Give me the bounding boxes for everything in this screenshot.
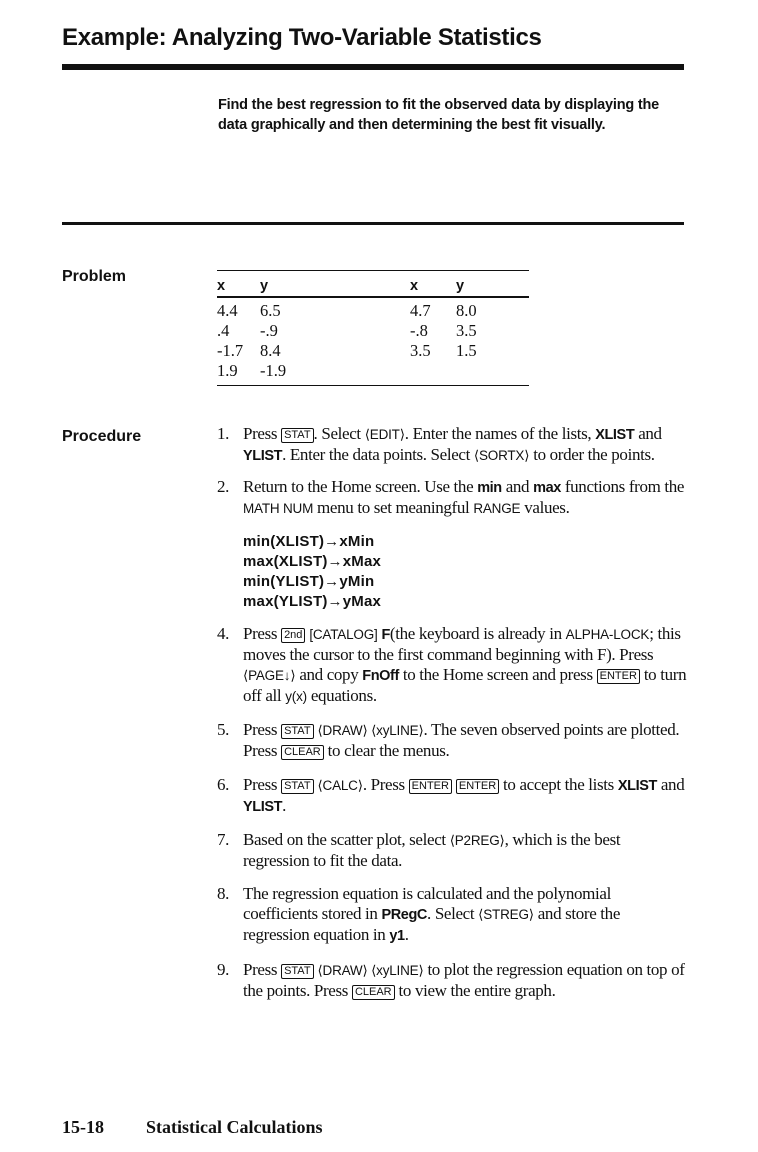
code-line: min(YLIST)→yMin [243, 573, 375, 590]
step-number: 7. [217, 830, 230, 849]
step-text: , which is the best regression to fit the data. [243, 830, 621, 870]
step-text: equations. [310, 686, 377, 705]
header-y2: y [456, 278, 465, 294]
var-xlist: XLIST [595, 427, 635, 443]
stat-key: STAT [281, 779, 313, 794]
data-table [217, 270, 529, 386]
cell: 1.9 [217, 361, 238, 380]
cell: -.8 [410, 321, 428, 340]
step-9 [217, 960, 689, 1001]
cell: 3.5 [410, 341, 431, 360]
menu-draw-xyline: ⟨DRAW⟩ ⟨xyLINE⟩ [317, 963, 424, 978]
clear-key: CLEAR [281, 745, 324, 760]
code-line: min(XLIST)→xMin [243, 533, 375, 550]
var-pregc: PRegC [381, 907, 428, 923]
cell: .4 [217, 321, 230, 340]
stat-key: STAT [281, 428, 313, 443]
enter-key: ENTER [456, 779, 499, 794]
step-text: to turn off all [243, 665, 687, 705]
step-number: 5. [217, 720, 230, 739]
header-x1: x [217, 278, 226, 294]
title-rule [62, 64, 684, 70]
code-block [243, 532, 689, 612]
step-text: The regression equation is calculated and the polynomial coefficients stored in [243, 884, 611, 923]
cmd-fnoff: FnOff [362, 668, 399, 684]
menu-range: RANGE [473, 501, 521, 516]
cell: -.9 [260, 321, 278, 340]
problem-label: Problem [62, 268, 127, 285]
menu-calc: ⟨CALC⟩ [317, 778, 363, 793]
step-2 [217, 477, 689, 519]
step-text: . Enter the data points. Select [282, 445, 470, 464]
step-text: menu to set meaningful [317, 498, 470, 517]
step-text: . Press [362, 775, 405, 794]
menu-math-num: MATH NUM [243, 501, 314, 516]
stat-key: STAT [281, 724, 313, 739]
menu-draw-xyline: ⟨DRAW⟩ ⟨xyLINE⟩ [317, 723, 424, 738]
step-text: Press [243, 424, 278, 443]
step-text: (the keyboard is already in [389, 624, 562, 643]
header-y1: y [260, 278, 269, 294]
alpha-lock: ALPHA-LOCK [565, 627, 650, 642]
step-text: to the Home screen and press [402, 665, 593, 684]
var-y1: y1 [389, 928, 405, 944]
clear-key: CLEAR [352, 985, 395, 1000]
step-text: Based on the scatter plot, select [243, 830, 446, 849]
step-text: functions from the [564, 477, 685, 496]
cell: 4.7 [410, 301, 431, 320]
step-text: and store the regression equation in [243, 904, 621, 944]
table-row [217, 341, 529, 361]
menu-edit: ⟨EDIT⟩ [364, 427, 405, 442]
procedure-steps [217, 424, 689, 1001]
step-text: to view the entire graph. [398, 981, 556, 1000]
letter-f: F [381, 627, 390, 643]
cell [456, 361, 529, 386]
menu-page-down: ⟨PAGE↓⟩ [243, 668, 296, 683]
step-text: to order the points. [533, 445, 655, 464]
step-8 [217, 884, 689, 946]
header-x2: x [410, 278, 419, 294]
table-row [217, 297, 529, 321]
step-text: Press [243, 775, 278, 794]
step-number: 2. [217, 477, 230, 496]
yx-label: y(x) [285, 689, 307, 704]
enter-key: ENTER [597, 669, 640, 684]
step-number: 1. [217, 424, 230, 443]
2nd-key: 2nd [281, 628, 305, 643]
cell: 1.5 [456, 341, 477, 360]
step-text: values. [524, 498, 570, 517]
step-number: 6. [217, 775, 230, 794]
step-text: . Select [427, 904, 475, 923]
footer-page-number: 15-18 [62, 1117, 104, 1137]
fn-min: min [477, 480, 502, 496]
step-text: and [660, 775, 685, 794]
step-number: 4. [217, 624, 230, 643]
var-xlist: XLIST [617, 778, 657, 794]
step-text: and copy [299, 665, 359, 684]
step-1 [217, 424, 689, 466]
procedure-label: Procedure [62, 428, 142, 445]
cell: 3.5 [456, 321, 477, 340]
step-text: . The seven observed points are plotted. Press [243, 720, 680, 760]
step-text: to clear the menus. [327, 741, 450, 760]
code-line: max(YLIST)→yMax [243, 593, 382, 610]
cell: -1.9 [260, 361, 287, 380]
step-text: Press [243, 960, 278, 979]
step-text: ; this moves the cursor to the first command beginning with F). Press [243, 624, 681, 664]
step-7 [217, 830, 689, 871]
cell [410, 361, 456, 386]
code-line: max(XLIST)→xMax [243, 553, 382, 570]
section-rule [62, 222, 684, 225]
step-4 [217, 624, 689, 707]
cell: -1.7 [217, 341, 244, 360]
step-6 [217, 775, 689, 817]
step-5 [217, 720, 689, 761]
step-number: 8. [217, 884, 230, 903]
enter-key: ENTER [409, 779, 452, 794]
step-text: . Select [313, 424, 361, 443]
step-text: to accept the lists [503, 775, 614, 794]
step-text: . [282, 796, 286, 815]
menu-sortx: ⟨SORTX⟩ [473, 448, 530, 463]
catalog-key: [CATALOG] [309, 627, 378, 642]
step-text: to plot the regression equation on top of the points. Press [243, 960, 685, 1000]
stat-key: STAT [281, 964, 313, 979]
cell: 8.0 [456, 301, 477, 320]
page-title: Example: Analyzing Two-Variable Statistics [62, 24, 542, 51]
cell: 6.5 [260, 301, 281, 320]
intro-text: Find the best regression to fit the observed data by displaying the data graphically and then determining the best fit visually. [218, 97, 660, 133]
step-text: . Enter the names of the lists, [404, 424, 592, 443]
fn-max: max [533, 480, 561, 496]
menu-p2reg: ⟨P2REG⟩ [449, 833, 505, 848]
table-row [217, 361, 529, 386]
cell: 4.4 [217, 301, 238, 320]
step-text: and [638, 424, 662, 443]
footer-section-title: Statistical Calculations [146, 1117, 323, 1137]
var-ylist: YLIST [243, 448, 283, 464]
step-text: . [404, 925, 409, 944]
cell: 8.4 [260, 341, 281, 360]
var-ylist: YLIST [243, 799, 283, 815]
menu-streg: ⟨STREG⟩ [478, 907, 534, 922]
step-number: 9. [217, 960, 230, 979]
step-text: Press [243, 720, 278, 739]
step-text: Return to the Home screen. Use the [243, 477, 474, 496]
table-header-row [217, 271, 529, 298]
step-text: and [505, 477, 530, 496]
table-row [217, 321, 529, 341]
step-text: Press [243, 624, 278, 643]
